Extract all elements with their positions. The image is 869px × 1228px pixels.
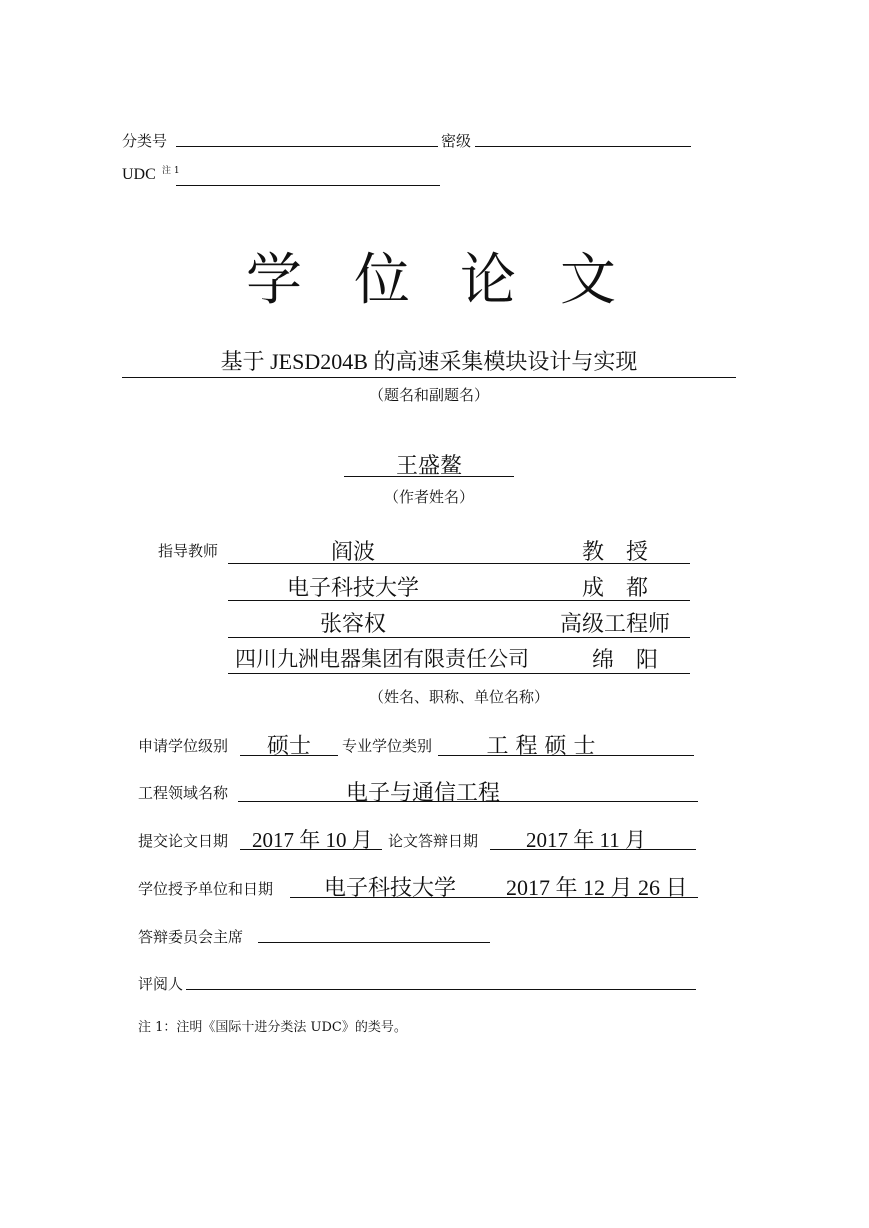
submit-date-label: 提交论文日期 [138,832,229,850]
udc-note-marker: 注 1 [162,166,180,176]
defense-date-value: 2017 年 11 月 [526,828,646,852]
advisor-row-1-line [228,563,690,564]
defense-date-line [490,849,696,850]
advisor-caption: （姓名、职称、单位名称） [368,688,549,706]
degree-level-label: 申请学位级别 [138,737,229,755]
submit-date-line [240,849,382,850]
udc-field[interactable] [176,185,440,186]
degree-type-label: 专业学位类别 [342,737,433,755]
field-value: 电子与通信工程 [345,781,500,806]
classification-field[interactable] [176,146,438,147]
udc-label: UDC [122,166,156,183]
author-underline [344,476,514,477]
reviewer-field[interactable] [186,989,696,990]
advisor-2-title: 高级工程师 [559,612,670,637]
degree-level-value: 硕士 [266,734,311,759]
degree-level-line [240,755,338,756]
advisor-row-3-line [228,637,690,638]
heading-char-4: 文 [560,248,616,313]
heading-char-1: 学 [246,248,302,313]
advisor-1-name: 阎波 [330,540,375,565]
advisor-2-unit: 四川九洲电器集团有限责任公司 [235,647,529,671]
title-underline [122,377,736,378]
classification-label: 分类号 [122,132,168,150]
grant-label: 学位授予单位和日期 [138,880,274,898]
field-line [238,801,698,802]
security-field[interactable] [475,146,691,147]
advisor-2-name: 张容权 [319,612,386,637]
reviewer-label: 评阅人 [138,975,184,993]
advisor-1-city: 成 都 [581,576,648,601]
degree-type-line [438,755,694,756]
thesis-title: 基于 JESD204B 的高速采集模块设计与实现 [220,349,638,374]
advisor-2-city: 绵 阳 [591,648,658,673]
grant-unit: 电子科技大学 [324,876,457,901]
grant-date: 2017 年 12 月 26 日 [506,875,688,900]
heading-char-2: 位 [354,248,410,313]
author-caption: （作者姓名） [383,488,474,506]
author-name: 王盛鳌 [395,454,462,479]
degree-type-value: 工 程 硕 士 [486,734,596,759]
defense-date-label: 论文答辩日期 [388,832,479,850]
advisor-row-2-line [228,600,690,601]
footnote: 注 1：注明《国际十进分类法 UDC》的类号。 [138,1020,407,1035]
grant-line [290,897,698,898]
submit-date-value: 2017 年 10 月 [252,828,373,852]
title-caption: （题名和副题名） [368,386,489,404]
advisor-label: 指导教师 [158,542,219,560]
security-label: 密级 [441,132,472,150]
advisor-1-title: 教 授 [581,540,648,565]
advisor-1-unit: 电子科技大学 [286,576,419,601]
heading-char-3: 论 [460,248,516,313]
chair-label: 答辩委员会主席 [138,928,244,946]
chair-field[interactable] [258,942,490,943]
field-label: 工程领域名称 [138,784,229,802]
advisor-row-4-line [228,673,690,674]
